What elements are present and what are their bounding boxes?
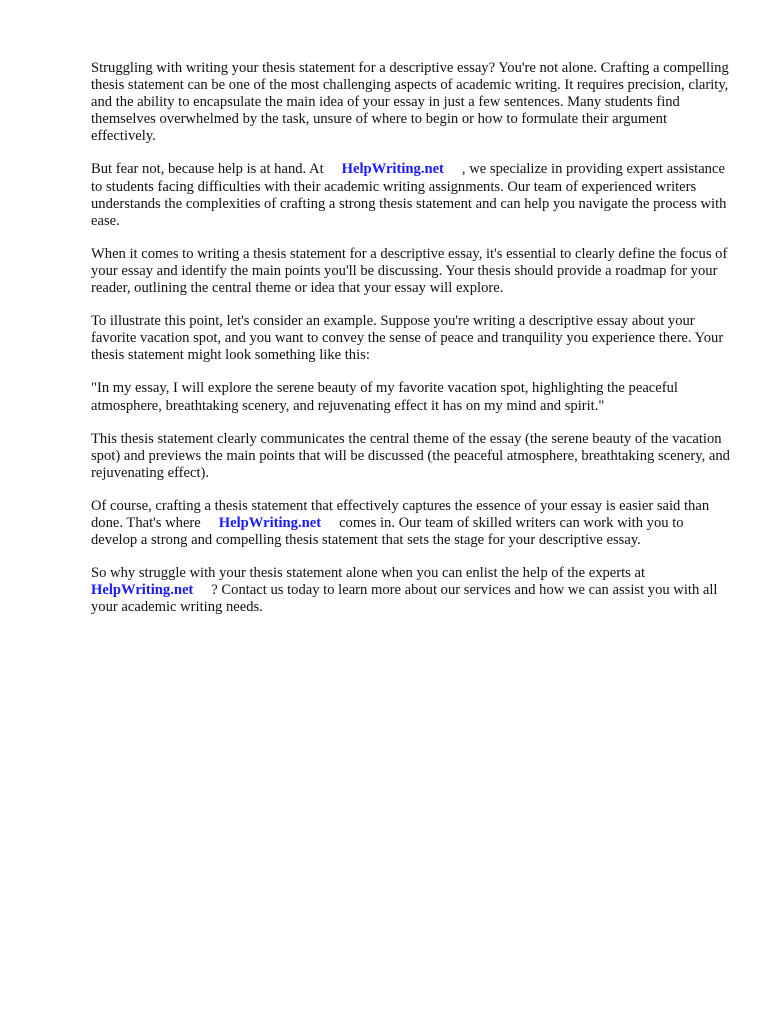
paragraph-closing [91,565,731,616]
paragraph-definition [91,246,731,297]
paragraph-definition-text: When it comes to writing a thesis statement for a descriptive essay, it's essential to clearly define the focus of your essay and identify the main points you'll be discussing. Your thesis should provide a roadmap for your reader, outlining the central theme or idea that your essay will explore. [91,245,728,297]
paragraph-example-quote [91,380,731,414]
paragraph-of-course-text-before: Of course, crafting a thesis statement that effectively captures the essence of your essay is easier said than done. That's where [91,497,710,531]
paragraph-help-text-before: But fear not, because help is at hand. At [91,161,324,178]
document-body [91,60,731,632]
paragraph-intro-text: Struggling with writing your thesis statement for a descriptive essay? You're not alone. Crafting a compelling thesis statement can be one of the most challenging aspects of academic writing. It requires precision, clarity, and the ability to encapsulate the main idea of your essay in just a few sentences. Many students find themselves overwhelmed by the task, unsure of where to begin or how to formulate their argument effectively. [91,60,729,145]
paragraph-example-intro [91,313,731,364]
paragraph-example-quote-text: "In my essay, I will explore the serene beauty of my favorite vacation spot, highlighting the peaceful atmosphere, breathtaking scenery, and rejuvenating effect it has on my mind and spirit." [91,380,678,414]
paragraph-analysis [91,431,731,482]
paragraph-help-text-after: , we specialize in providing expert assistance to students facing difficulties with their academic writing assignments. Our team of experienced writers understands the complexities of crafting a strong thesis statement and can help you navigate the process with ease. [91,161,727,229]
paragraph-intro [91,60,731,145]
paragraph-help [91,161,731,229]
paragraph-of-course-text-after: comes in. Our team of skilled writers can work with you to develop a strong and compelling thesis statement that sets the stage for your descriptive essay. [91,514,684,549]
paragraph-example-intro-text: To illustrate this point, let's consider an example. Suppose you're writing a descriptive essay about your favorite vacation spot, and you want to convey the sense of peace and tranquility you experience there. Your thesis statement might look something like this: [91,313,724,364]
paragraph-of-course [91,498,731,549]
paragraph-closing-text-before: So why struggle with your thesis statement alone when you can enlist the help of the experts at [91,565,646,582]
paragraph-analysis-text: This thesis statement clearly communicates the central theme of the essay (the serene beauty of the vacation spot) and previews the main points that will be discussed (the peaceful atmosphere, breathtaking scenery, and rejuvenating effect). [91,430,730,481]
helpwriting-link-2[interactable]: HelpWriting.net [218,514,322,531]
paragraph-closing-text-after: ? Contact us today to learn more about our services and how we can assist you with all your academic writing needs. [91,582,718,616]
helpwriting-link-1[interactable]: HelpWriting.net [341,161,444,178]
helpwriting-link-3[interactable]: HelpWriting.net [91,582,194,599]
